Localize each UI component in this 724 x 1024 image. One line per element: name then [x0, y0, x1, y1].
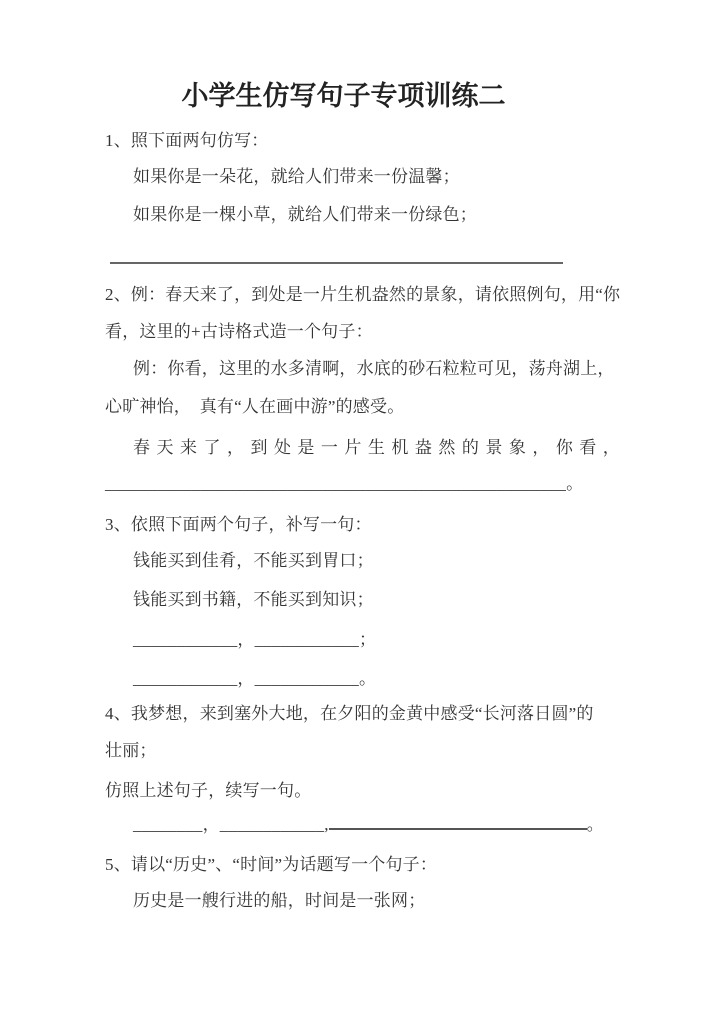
item4-answer-blank: [133, 813, 604, 837]
item1-heading: 1、照下面两句仿写：: [105, 131, 269, 150]
page-title: 小学生仿写句子专项训练二: [181, 81, 506, 111]
item4-heading-line2: 壮丽；: [105, 741, 157, 760]
item3-heading: 3、依照下面两个句子，补写一句：: [105, 515, 372, 534]
item1-line2: 如果你是一棵小草，就给人们带来一份绿色；: [133, 205, 477, 224]
item5-heading: 5、请以“历史”、“时间”为话题写一个句子：: [105, 855, 438, 874]
item2-answer-blank: _____________________________________________________。: [105, 474, 584, 493]
item2-example-line2: 心旷神怡， 真有“人在画中游”的感受。: [105, 397, 405, 416]
item4-instruction: 仿照上述句子，续写一句。: [105, 781, 312, 800]
section-separator-line: [110, 262, 563, 264]
item4-blank-dashes: ________，____________,: [133, 815, 329, 834]
item4-blank-period: 。: [586, 815, 604, 834]
item5-line1: 历史是一艘行进的船，时间是一张网；: [133, 891, 426, 910]
answer-underline: [329, 825, 587, 830]
item2-example-line1: 例：你看，这里的水多清啊，水底的砂石粒粒可见，荡舟湖上，: [133, 359, 615, 378]
item3-line2: 钱能买到书籍，不能买到知识；: [133, 590, 374, 609]
item2-prompt-line: 春天来了，到处是一片生机盎然的景象，你看，: [133, 438, 620, 457]
item3-answer-blank2: ____________，____________。: [133, 669, 377, 688]
item3-answer-blank1: ____________，____________；: [133, 630, 377, 649]
item2-heading-line2: 看，这里的+古诗格式造一个句子：: [105, 322, 373, 341]
item1-line1: 如果你是一朵花，就给人们带来一份温馨；: [133, 167, 460, 186]
item3-line1: 钱能买到佳肴，不能买到胃口；: [133, 551, 374, 570]
item4-heading-line1: 4、我梦想，来到塞外大地，在夕阳的金黄中感受“长河落日圆”的: [105, 704, 594, 723]
item2-heading-line1: 2、例：春天来了，到处是一片生机盎然的景象，请依照例句，用“你: [105, 285, 621, 304]
